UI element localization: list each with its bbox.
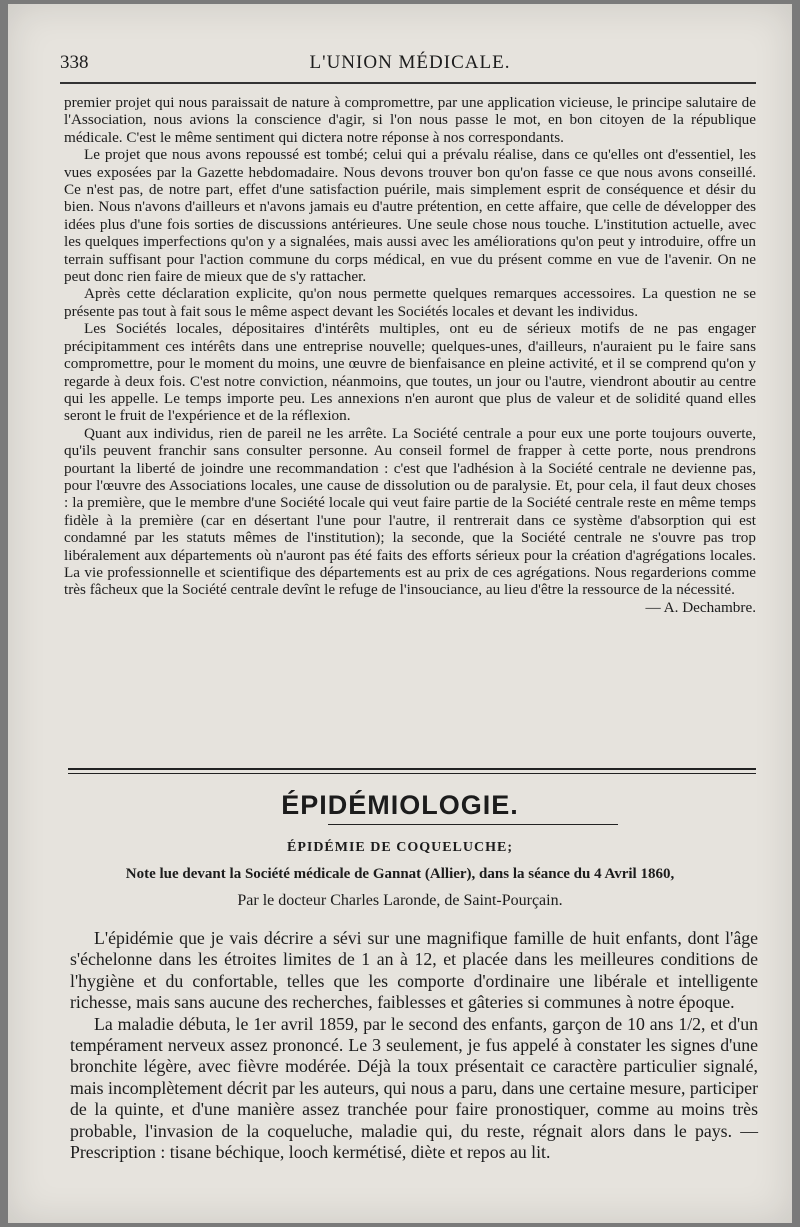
paragraph: Le projet que nous avons repoussé est tombé; celui qui a prévalu réalise, dans ce qu'elles ont d'essentiel, les vues exposées par la Gazette hebdomadaire. Nous devons trouver bon qu'on fasse ce que nous avons conseillé. Ce n'est pas, de notre part, effet d'une satisfaction puérile, mais simplement esprit de conséquence et désir du bien. Nous n'avons d'ailleurs et n'avons jamais eu d'autre prétention, en cette affaire, que celle de développer des idées plus d'une fois sorties de discussions antérieures. Une seule chose nous touche. L'institution actuelle, avec les quelques imperfections qu'on y a signalées, mais aussi avec les améliorations qu'on peut y introduire, offre un terrain suffisant pour l'action commune du corps médical, en vue du présent comme en vue de l'avenir. On ne peut donc rien faire de mieux que de s'y rattacher.: [64, 146, 756, 286]
paragraph: L'épidémie que je vais décrire a sévi sur une magnifique famille de huit enfants, dont l'âge s'échelonne dans les étroites limites de 1 an à 12, et placée dans les meilleures conditions de l'hygiène et du confortable, telles que les comporte d'ordinaire une libérale et intelligente richesse, mais sans aucune des recherches, faiblesses et gâteries si communes à notre époque.: [70, 928, 758, 1013]
header-rule: [60, 82, 756, 84]
paragraph: La maladie débuta, le 1er avril 1859, par le second des enfants, garçon de 10 ans 1/2, et d'un tempérament nerveux assez prononcé. Le 3 seulement, je fus appelé à constater les signes d'une bronchite légère, avec fièvre modérée. Déjà la toux présentait ce caractère particulier signalé, mais incomplètement décrit par les auteurs, qui nous a paru, dans une certaine mesure, participer de la quinte, et d'une manière assez tranchée pour faire pronostiquer, comme au moins très probable, l'invasion de la coqueluche, maladie qui, du reste, régnait alors dans le pays. — Prescription : tisane béchique, looch kermétisé, diète et repos au lit.: [70, 1013, 758, 1163]
article-note: Note lue devant la Société médicale de Gannat (Allier), dans la séance du 4 Avril 1860,: [125, 866, 675, 882]
section-title: ÉPIDÉMIOLOGIE.: [281, 790, 519, 820]
article-body: [70, 928, 758, 1163]
title-underline: [328, 824, 618, 825]
article-title: ÉPIDÉMIE DE COQUELUCHE;: [286, 840, 514, 855]
article-continuation: [64, 94, 756, 616]
signature: — A. Dechambre.: [645, 598, 756, 616]
paragraph: Les Sociétés locales, dépositaires d'intérêts multiples, ont eu de sérieux motifs de ne pas engager précipitamment ces intérêts dans une entreprise nouvelle; quelques-unes, d'ailleurs, n'auraient pu le faire sans compromettre, pour le moment du moins, une œuvre de bienfaisance en pleine activité, et il se comprend qu'on y regarde à deux fois. C'est notre conviction, néanmoins, que toutes, un jour ou l'autre, viendront aboutir au centre qui les appelle. Le temps importe peu. Les annexions n'en auront que plus de valeur et de solidité quand elles seront le fruit de l'expérience et de la réflexion.: [64, 320, 756, 425]
section-divider: [68, 768, 756, 774]
page-header: [60, 48, 760, 80]
paragraph: Après cette déclaration explicite, qu'on nous permette quelques remarques accessoires. La question ne se présente pas tout à fait sous le même aspect devant les Sociétés locales et devant les individus.: [64, 285, 756, 320]
journal-title: L'UNION MÉDICALE.: [309, 52, 511, 73]
article-author: Par le docteur Charles Laronde, de Saint-Pourçain.: [237, 892, 563, 909]
paragraph: Quant aux individus, rien de pareil ne les arrête. La Société centrale a pour eux une porte toujours ouverte, qu'ils peuvent franchir sans consulter personne. Au conseil formel de frapper à cette porte, nous prendrons pourtant la liberté de joindre une recommandation : c'est que l'adhésion à la Société centrale ne devienne pas, pour l'œuvre des Associations locales, une cause de dissolution ou de paralysie. Et, pour cela, il faut deux choses : la première, que le membre d'une Société locale qui veut faire partie de la Société centrale reste en même temps fidèle à la première (car en désertant l'une pour l'autre, il rentrerait dans ce système d'absorption qui est condamné par les statuts mêmes de l'institution); la seconde, que la Société centrale ne s'ouvre pas trop libéralement aux départements où n'auront pas été faits des efforts sérieux pour la création d'agrégations locales. La vie professionnelle et scientifique des départements est au prix de ces agrégations. Nous regarderions comme très fâcheux que la Société centrale devînt le refuge de l'insouciance, au lieu d'être la ressource de la nécessité.: [64, 424, 756, 599]
page-number: 338: [60, 52, 89, 73]
page: [8, 4, 792, 1223]
paragraph: premier projet qui nous paraissait de nature à compromettre, par une application vicieuse, le principe salutaire de l'Association, nous avions la conscience d'agir, si l'on nous passe le mot, en bon citoyen de la république médicale. C'est le même sentiment qui dictera notre réponse à nos correspondants.: [64, 94, 756, 146]
